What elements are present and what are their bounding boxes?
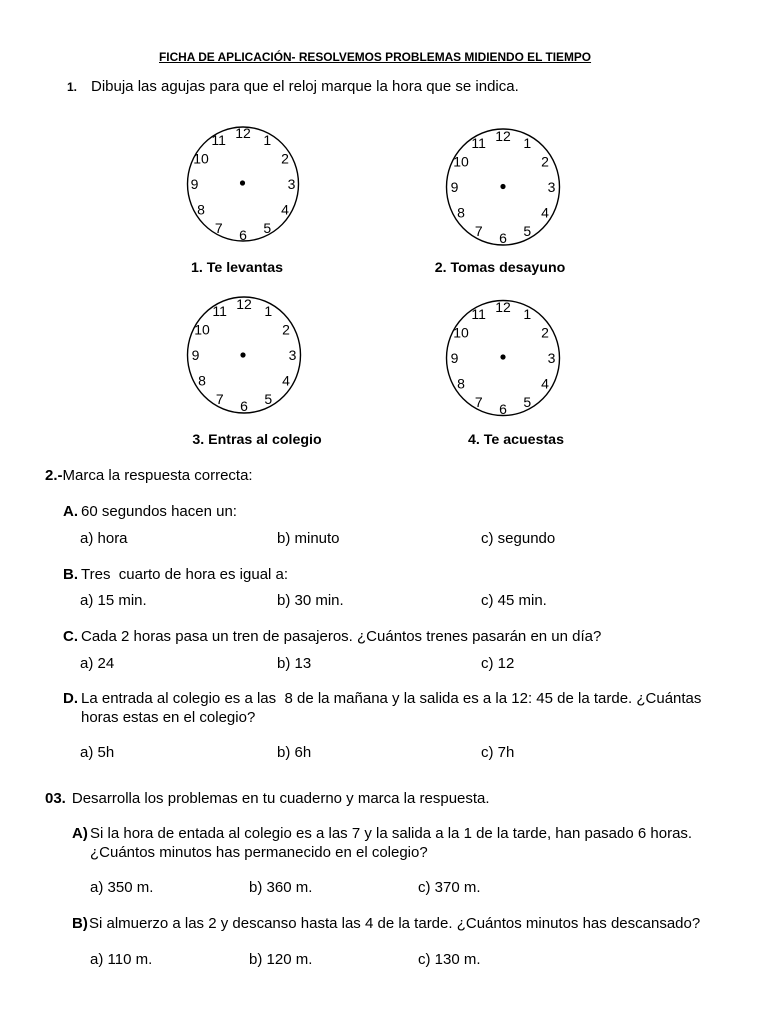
section-2-heading: [45, 466, 253, 485]
clock-number-9: 9: [191, 347, 200, 363]
clock-number-7: 7: [215, 391, 224, 408]
problem-a-option-b: b) 360 m.: [249, 879, 313, 896]
clock-number-6: 6: [240, 398, 248, 414]
problem-b-text-line: Si almuerzo a las 2 y descanso hasta las 4 de la tarde. ¿Cuántos minutos has descansado?: [89, 915, 701, 932]
clock-number-1: 1: [523, 305, 532, 322]
clock-number-4: 4: [541, 204, 549, 221]
clock-number-5: 5: [523, 394, 532, 411]
clock-number-2: 2: [281, 150, 289, 167]
question-c-text: [81, 627, 601, 646]
clock-number-1: 1: [523, 134, 532, 151]
clock-number-4: 4: [541, 375, 549, 392]
clock-number-7: 7: [474, 394, 483, 411]
question-c-option-a: a) 24: [80, 655, 115, 672]
question-b-option-b: b) 30 min.: [277, 592, 344, 609]
clock-number-12: 12: [235, 125, 251, 141]
clock-number-3: 3: [288, 347, 297, 363]
clock-number-8: 8: [457, 375, 465, 392]
clock-4-label: 4. Te acuestas: [468, 432, 564, 448]
section-2-number: 2.-: [45, 467, 63, 484]
question-b-option-a: a) 15 min.: [80, 592, 147, 609]
clock-center-dot: [500, 184, 505, 189]
problem-b-text: [89, 914, 700, 933]
question-b-option-c: c) 45 min.: [481, 592, 547, 609]
question-c-text-line: Cada 2 horas pasa un tren de pasajeros. ¿Cuántos trenes pasarán en un día?: [81, 628, 602, 645]
problem-b-option-a: a) 110 m.: [90, 951, 153, 968]
clock-number-6: 6: [239, 227, 247, 243]
clock-number-12: 12: [495, 128, 511, 144]
clock-number-1: 1: [263, 131, 272, 148]
section-3-instruction: Desarrolla los problemas en tu cuaderno y marca la respuesta.: [71, 790, 490, 807]
clock-3-label: 3. Entras al colegio: [192, 432, 322, 448]
question-a-text-line: 60 segundos hacen un:: [81, 503, 237, 520]
clock-number-11: 11: [212, 302, 227, 319]
problem-b-option-b: b) 120 m.: [249, 951, 313, 968]
clock-number-7: 7: [474, 223, 483, 240]
clock-number-5: 5: [523, 223, 532, 240]
question-a-text: [81, 502, 237, 521]
clock-4: [438, 293, 568, 423]
problem-a-option-c: c) 370 m.: [418, 879, 481, 896]
question-a-option-a: a) hora: [80, 530, 128, 547]
clock-number-6: 6: [499, 230, 507, 246]
question-a-letter: A.: [63, 503, 78, 520]
question-a-option-b: b) minuto: [277, 530, 340, 547]
section-3-number: 03.: [45, 790, 66, 807]
section-1-number: 1.: [67, 80, 78, 94]
section-1-instruction: Dibuja las agujas para que el reloj marque la hora que se indica.: [91, 78, 519, 95]
section-3-heading: [45, 789, 490, 808]
clock-number-9: 9: [190, 176, 199, 192]
clock-number-3: 3: [547, 179, 556, 195]
clock-number-10: 10: [194, 321, 210, 338]
problem-a-text-line-2: ¿Cuántos minutos has permanecido en el colegio?: [90, 844, 428, 861]
clock-number-2: 2: [541, 324, 549, 341]
question-c-option-c: c) 12: [481, 655, 515, 672]
clock-center-dot: [240, 180, 245, 185]
clock-number-8: 8: [198, 372, 206, 389]
question-d-text-line-2: horas estas en el colegio?: [81, 709, 256, 726]
problem-a-text: [90, 824, 692, 862]
question-c-letter: C.: [63, 628, 78, 645]
clock-number-8: 8: [197, 201, 205, 218]
question-d-option-b: b) 6h: [277, 744, 312, 761]
question-a-option-c: c) segundo: [481, 530, 556, 547]
question-b-text-line: Tres cuarto de hora es igual a:: [81, 566, 289, 583]
clock-number-5: 5: [263, 220, 272, 237]
clock-center-dot: [500, 354, 505, 359]
clock-number-11: 11: [471, 134, 486, 151]
clock-number-4: 4: [282, 372, 290, 389]
clock-2-label: 2. Tomas desayuno: [434, 260, 566, 276]
clock-number-10: 10: [193, 150, 209, 167]
question-d-letter: D.: [63, 690, 78, 707]
clock-number-5: 5: [264, 391, 273, 408]
problem-a-letter: A): [72, 825, 88, 842]
question-d-text-line-1: La entrada al colegio es a las 8 de la mañana y la salida es a la 12: 45 de la tarde. ¿Cuántas: [81, 690, 702, 707]
section-2-instruction: Marca la respuesta correcta:: [62, 467, 253, 484]
clock-number-8: 8: [457, 204, 465, 221]
clock-3: [179, 290, 309, 420]
clock-number-1: 1: [264, 302, 273, 319]
question-c-option-b: b) 13: [277, 655, 312, 672]
clock-number-3: 3: [287, 176, 296, 192]
question-d-text: [81, 689, 701, 727]
question-b-text: [81, 565, 288, 584]
question-b-letter: B.: [63, 566, 78, 583]
clock-number-6: 6: [499, 401, 507, 417]
problem-a-text-line-1: Si la hora de entada al colegio es a las 7 y la salida a la 1 de la tarde, han pasado 6 horas.: [90, 825, 693, 842]
clock-number-7: 7: [214, 220, 223, 237]
problem-b-letter: B): [72, 915, 88, 932]
question-d-option-c: c) 7h: [481, 744, 515, 761]
problem-a-option-a: a) 350 m.: [90, 879, 154, 896]
clock-1-label: 1. Te levantas: [190, 260, 283, 276]
clock-number-9: 9: [450, 350, 459, 366]
clock-number-4: 4: [281, 201, 289, 218]
clock-number-11: 11: [471, 305, 486, 322]
clock-number-2: 2: [541, 153, 549, 170]
clock-number-9: 9: [450, 179, 459, 195]
clock-number-3: 3: [547, 350, 556, 366]
clock-center-dot: [240, 352, 245, 357]
clock-number-12: 12: [236, 296, 252, 312]
clock-number-10: 10: [453, 324, 469, 341]
clock-number-10: 10: [453, 153, 469, 170]
clock-number-11: 11: [211, 131, 226, 148]
worksheet-title: FICHA DE APLICACIÓN- RESOLVEMOS PROBLEMAS MIDIENDO EL TIEMPO: [159, 50, 592, 64]
clock-number-12: 12: [495, 299, 511, 315]
clock-number-2: 2: [282, 321, 290, 338]
problem-b-option-c: c) 130 m.: [418, 951, 481, 968]
clock-2: [438, 122, 568, 252]
clock-1: [178, 119, 308, 249]
question-d-option-a: a) 5h: [80, 744, 115, 761]
